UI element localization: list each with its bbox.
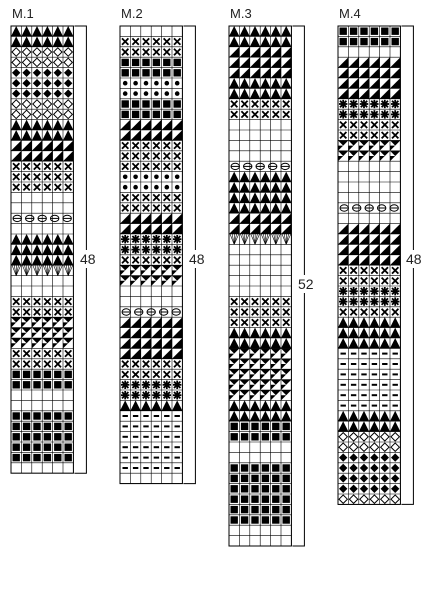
- row-count-label-m4: 48: [406, 251, 422, 267]
- chart-title-m4: M.4: [339, 6, 361, 21]
- grid-lines-m1: [11, 26, 73, 473]
- chart-m3: [229, 26, 304, 546]
- chart-m1: [11, 26, 86, 473]
- row-count-label-m1: 48: [80, 251, 96, 267]
- grid-lines-m3: [229, 26, 291, 546]
- chart-title-m1: M.1: [12, 6, 34, 21]
- row-count-label-m2: 48: [189, 251, 205, 267]
- chart-m4: [338, 26, 413, 504]
- chart-title-m2: M.2: [121, 6, 143, 21]
- grid-lines-m2: [120, 26, 182, 484]
- chart-title-m3: M.3: [230, 6, 252, 21]
- row-count-label-m3: 52: [298, 276, 314, 292]
- chart-m2: [120, 26, 195, 484]
